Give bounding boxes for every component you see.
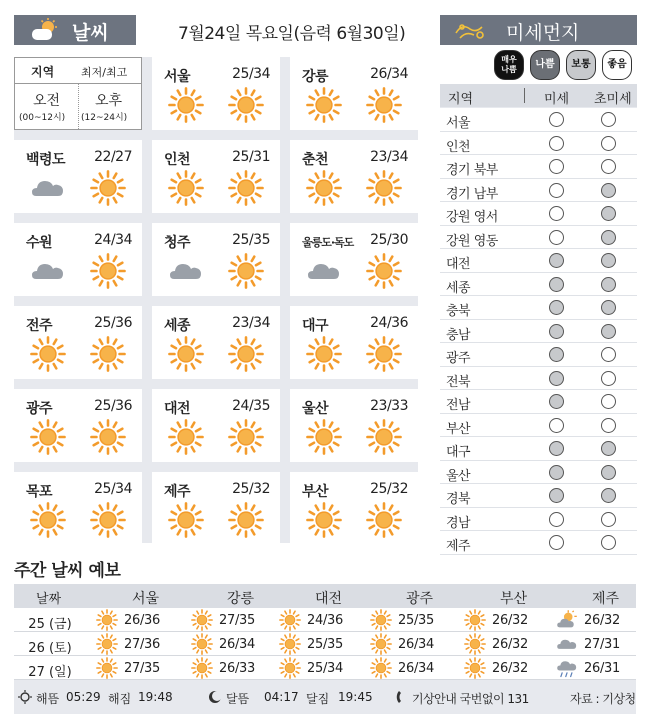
city-name: 인천 (164, 152, 191, 168)
city-cell (290, 223, 418, 296)
sunny-icon (228, 253, 264, 289)
weekly-temp: 24/36 (307, 613, 343, 628)
dust-region: 충남 (446, 327, 471, 343)
city-name: 목포 (26, 484, 53, 500)
weekly-city-header: 부산 (500, 591, 528, 607)
sunny-icon (279, 609, 303, 632)
key-pm-hours: (12~24시) (81, 113, 128, 123)
weekly-cell (464, 633, 554, 656)
pm25-level-좋음 (601, 512, 616, 527)
weather-header (14, 15, 136, 45)
sunny-icon (279, 633, 303, 656)
key-am-hours: (00~12시) (19, 113, 66, 123)
pm10-level-보통 (549, 347, 564, 362)
pm10-level-보통 (549, 324, 564, 339)
dust-region: 강원 영동 (446, 233, 498, 249)
dust-row (440, 202, 637, 226)
city-temp: 25/36 (94, 398, 132, 414)
dust-row (440, 226, 637, 250)
sunny-icon (366, 336, 402, 372)
city-name: 울산 (302, 401, 329, 417)
city-name: 제주 (164, 484, 191, 500)
dust-legend-item: 보통 (566, 50, 596, 80)
sunny-icon (168, 87, 204, 123)
dust-region: 전남 (446, 398, 471, 413)
cloud-icon (168, 253, 204, 289)
weekly-cell (279, 609, 369, 632)
pm25-level-보통 (601, 441, 616, 456)
weekly-city-header: 제주 (592, 591, 620, 607)
moonrise-label: 달뜸 (226, 692, 250, 706)
data-source: 자료 : 기상청 (570, 692, 636, 706)
key-pm: 오후 (95, 93, 123, 109)
sunny-icon (168, 502, 204, 538)
weekly-temp: 26/33 (219, 661, 255, 676)
pm25-level-보통 (601, 324, 616, 339)
dust-region: 세종 (446, 280, 471, 296)
dust-row (440, 484, 637, 508)
city-temp: 25/36 (94, 315, 132, 331)
city-cell (152, 57, 280, 130)
dust-row (440, 508, 637, 532)
city-name: 백령도 (26, 152, 66, 168)
city-temp: 23/33 (370, 398, 408, 414)
sunny-icon (191, 633, 215, 656)
city-name: 세종 (164, 318, 191, 334)
weekly-temp: 26/32 (492, 637, 528, 652)
sun-small-icon (18, 690, 32, 707)
cloud-icon (556, 633, 580, 656)
sunny-icon (228, 502, 264, 538)
dust-legend-item: 매우 나쁨 (494, 50, 524, 80)
cloud-icon (30, 253, 66, 289)
dust-table-header (440, 84, 637, 107)
pm25-level-좋음 (601, 418, 616, 433)
pm10-level-좋음 (549, 112, 564, 127)
city-cell (290, 306, 418, 379)
dust-row (440, 273, 637, 297)
weekly-cell (370, 633, 460, 656)
weekly-title: 주간 날씨 예보 (14, 561, 121, 581)
weekly-city-header: 서울 (132, 591, 160, 607)
sunny-icon (168, 336, 204, 372)
weekly-temp: 26/32 (584, 613, 620, 628)
sunny-icon (306, 419, 342, 455)
dust-row (440, 437, 637, 461)
sunset-time: 19:48 (138, 690, 173, 704)
pm25-level-보통 (601, 277, 616, 292)
city-temp: 25/34 (232, 66, 270, 82)
weekly-cell (464, 657, 554, 680)
pm10-level-보통 (549, 300, 564, 315)
pm25-level-좋음 (601, 394, 616, 409)
city-name: 춘천 (302, 152, 329, 168)
weekly-cell (556, 609, 646, 632)
pm10-level-보통 (549, 465, 564, 480)
sunny-icon (366, 253, 402, 289)
dust-row (440, 461, 637, 485)
city-cell (14, 223, 142, 296)
pm10-level-좋음 (549, 230, 564, 245)
dust-region: 경기 북부 (446, 163, 498, 178)
pm25-level-보통 (601, 183, 616, 198)
weekly-temp: 26/34 (398, 661, 434, 676)
pm25-level-보통 (601, 300, 616, 315)
weekly-temp: 26/32 (492, 613, 528, 628)
sunny-icon (96, 609, 120, 632)
city-temp: 24/35 (232, 398, 270, 414)
dust-region: 울산 (446, 468, 471, 484)
sunny-icon (90, 336, 126, 372)
weekly-cell (556, 657, 646, 680)
dust-icon (454, 19, 488, 41)
pm10-level-보통 (549, 394, 564, 409)
weekly-row (14, 633, 636, 656)
weekly-cell (96, 633, 186, 656)
dust-row (440, 390, 637, 414)
weather-info-line: 기상안내 국번없이 131 (412, 692, 529, 706)
city-cell (290, 389, 418, 462)
sunny-icon (168, 419, 204, 455)
weekly-cell (279, 657, 369, 680)
date-title: 7월24일 목요일(음력 6월30일) (178, 24, 406, 44)
weekly-temp: 27/35 (219, 613, 255, 628)
pm10-level-보통 (549, 488, 564, 503)
city-cell (152, 140, 280, 213)
dust-row (440, 296, 637, 320)
pm25-level-보통 (601, 465, 616, 480)
dust-row (440, 320, 637, 344)
pm10-level-좋음 (549, 512, 564, 527)
city-cell (152, 389, 280, 462)
moonrise-time: 04:17 (264, 690, 299, 704)
dust-header (440, 15, 637, 45)
sunrise-time: 05:29 (66, 690, 101, 704)
weekly-cell (370, 657, 460, 680)
weather-title: 날씨 (72, 22, 109, 44)
pm25-level-좋음 (601, 535, 616, 550)
dust-col-pm25: 초미세 (594, 92, 632, 107)
sunny-icon (370, 633, 394, 656)
sunny-icon (90, 170, 126, 206)
city-temp: 22/27 (94, 149, 132, 165)
sunny-icon (228, 87, 264, 123)
weekly-temp: 25/35 (398, 613, 434, 628)
moonset-time: 19:45 (338, 690, 373, 704)
pm10-level-좋음 (549, 535, 564, 550)
key-cell (14, 57, 142, 130)
city-cell (14, 140, 142, 213)
weekly-cell (464, 609, 554, 632)
city-temp: 25/31 (232, 149, 270, 165)
sunny-icon (96, 633, 120, 656)
rain-cloud-icon (556, 657, 580, 680)
pm10-level-좋음 (549, 183, 564, 198)
sunny-icon (96, 657, 120, 680)
weekly-temp: 25/34 (307, 661, 343, 676)
key-am: 오전 (33, 93, 61, 109)
weekly-temp: 26/36 (124, 613, 160, 628)
dust-row (440, 179, 637, 203)
moon-icon (208, 690, 222, 707)
city-cell (290, 57, 418, 130)
phone-icon (396, 690, 408, 707)
weekly-temp: 26/34 (219, 637, 255, 652)
pm25-level-보통 (601, 206, 616, 221)
key-region: 지역 (31, 65, 55, 79)
pm25-level-좋음 (601, 347, 616, 362)
city-cell (14, 389, 142, 462)
city-cell (152, 306, 280, 379)
dust-region: 경남 (446, 515, 471, 531)
dust-region: 경기 남부 (446, 186, 498, 202)
weekly-cell (96, 609, 186, 632)
dust-region: 서울 (446, 116, 471, 131)
weekly-cell (96, 657, 186, 680)
sunny-icon (228, 419, 264, 455)
city-name: 서울 (164, 69, 191, 85)
pm25-level-보통 (601, 253, 616, 268)
pm10-level-보통 (549, 371, 564, 386)
city-cell (14, 472, 142, 545)
city-cell (152, 223, 280, 296)
dust-region: 경북 (446, 492, 471, 507)
cloud-icon (306, 253, 342, 289)
city-temp: 25/32 (370, 481, 408, 497)
sunny-icon (464, 609, 488, 632)
city-cell (290, 140, 418, 213)
weekly-city-header: 대전 (315, 591, 343, 607)
pm10-level-보통 (549, 253, 564, 268)
sunny-icon (90, 419, 126, 455)
sunny-icon (90, 502, 126, 538)
city-name: 청주 (164, 235, 191, 251)
sunny-icon (306, 502, 342, 538)
city-name: 수원 (26, 235, 53, 251)
city-temp: 23/34 (370, 149, 408, 165)
sunset-label: 해짐 (108, 692, 132, 706)
weekly-row (14, 609, 636, 632)
city-temp: 25/30 (370, 232, 408, 248)
city-name: 부산 (302, 484, 329, 500)
dust-region: 강원 영서 (446, 210, 498, 225)
city-temp: 24/36 (370, 315, 408, 331)
weekly-temp: 25/35 (307, 637, 343, 652)
sunny-icon (464, 657, 488, 680)
dust-row (440, 132, 637, 156)
pm25-level-좋음 (601, 159, 616, 174)
dust-row (440, 108, 637, 132)
sunny-icon (279, 657, 303, 680)
city-temp: 23/34 (232, 315, 270, 331)
pm10-level-좋음 (549, 159, 564, 174)
weekly-cell (370, 609, 460, 632)
weekly-date-header: 날짜 (36, 592, 62, 607)
dust-region: 제주 (446, 539, 471, 554)
weekly-cell (556, 633, 646, 656)
dust-col-pm10: 미세 (544, 92, 570, 107)
weekly-temp: 26/34 (398, 637, 434, 652)
pm25-level-보통 (601, 230, 616, 245)
dust-col-region: 지역 (448, 92, 474, 107)
city-name: 울릉도·독도 (302, 236, 354, 249)
dust-title: 미세먼지 (506, 22, 580, 44)
city-temp: 24/34 (94, 232, 132, 248)
sunny-icon (306, 170, 342, 206)
sunny-icon (168, 170, 204, 206)
weekly-date: 25 (금) (28, 617, 72, 632)
weekly-temp: 26/32 (492, 661, 528, 676)
dust-legend-item: 나쁨 (530, 50, 560, 80)
dust-row (440, 414, 637, 438)
weekly-temp: 27/36 (124, 637, 160, 652)
weekly-temp: 27/35 (124, 661, 160, 676)
cloud-icon (30, 170, 66, 206)
dust-row (440, 367, 637, 391)
sunny-icon (30, 502, 66, 538)
weekly-date: 27 (일) (28, 665, 72, 680)
sunny-icon (90, 253, 126, 289)
city-name: 광주 (26, 401, 53, 417)
sunny-icon (370, 609, 394, 632)
dust-region: 충북 (446, 304, 471, 319)
city-name: 대전 (164, 401, 191, 417)
sunny-icon (370, 657, 394, 680)
key-minmax: 최저/최고 (81, 66, 128, 79)
weekly-date: 26 (토) (28, 641, 72, 656)
sunny-icon (366, 502, 402, 538)
weekly-city-header: 강릉 (227, 591, 255, 607)
dust-row (440, 531, 637, 555)
pm10-level-좋음 (549, 418, 564, 433)
dust-region: 전북 (446, 374, 471, 390)
sun-cloud-icon (556, 609, 580, 632)
dust-region: 대전 (446, 257, 471, 272)
city-cell (152, 472, 280, 545)
city-cell (14, 306, 142, 379)
sunny-icon (228, 170, 264, 206)
pm10-level-좋음 (549, 206, 564, 221)
city-temp: 25/34 (94, 481, 132, 497)
city-name: 대구 (302, 318, 329, 334)
sunrise-label: 해뜸 (36, 692, 60, 706)
dust-region: 부산 (446, 421, 471, 437)
weekly-city-header: 광주 (406, 591, 434, 607)
sunny-icon (30, 336, 66, 372)
city-name: 강릉 (302, 69, 329, 85)
sunny-icon (30, 419, 66, 455)
dust-row (440, 343, 637, 367)
weekly-row (14, 657, 636, 680)
footer (14, 680, 636, 714)
weekly-cell (191, 609, 281, 632)
city-cell (290, 472, 418, 545)
sunny-icon (191, 609, 215, 632)
weekly-cell (191, 633, 281, 656)
sunny-icon (306, 87, 342, 123)
dust-region: 인천 (446, 139, 471, 155)
sun-cloud-icon (30, 18, 62, 42)
weekly-temp: 26/31 (584, 661, 620, 676)
dust-row (440, 155, 637, 179)
sunny-icon (191, 657, 215, 680)
dust-legend-item: 좋음 (602, 50, 632, 80)
pm25-level-보통 (601, 488, 616, 503)
sunny-icon (366, 170, 402, 206)
dust-row (440, 249, 637, 273)
weekly-temp: 27/31 (584, 637, 620, 652)
sunny-icon (464, 633, 488, 656)
sunny-icon (366, 419, 402, 455)
dust-region: 대구 (446, 445, 471, 460)
pm10-level-좋음 (549, 136, 564, 151)
pm25-level-좋음 (601, 136, 616, 151)
city-name: 전주 (26, 318, 53, 334)
sunny-icon (366, 87, 402, 123)
pm25-level-좋음 (601, 371, 616, 386)
moonset-label: 달짐 (306, 692, 330, 706)
sunny-icon (306, 336, 342, 372)
weekly-cell (191, 657, 281, 680)
pm10-level-보통 (549, 441, 564, 456)
city-temp: 25/32 (232, 481, 270, 497)
pm25-level-좋음 (601, 112, 616, 127)
city-temp: 26/34 (370, 66, 408, 82)
sunny-icon (228, 336, 264, 372)
city-temp: 25/35 (232, 232, 270, 248)
weekly-cell (279, 633, 369, 656)
pm10-level-보통 (549, 277, 564, 292)
dust-region: 광주 (446, 351, 471, 366)
